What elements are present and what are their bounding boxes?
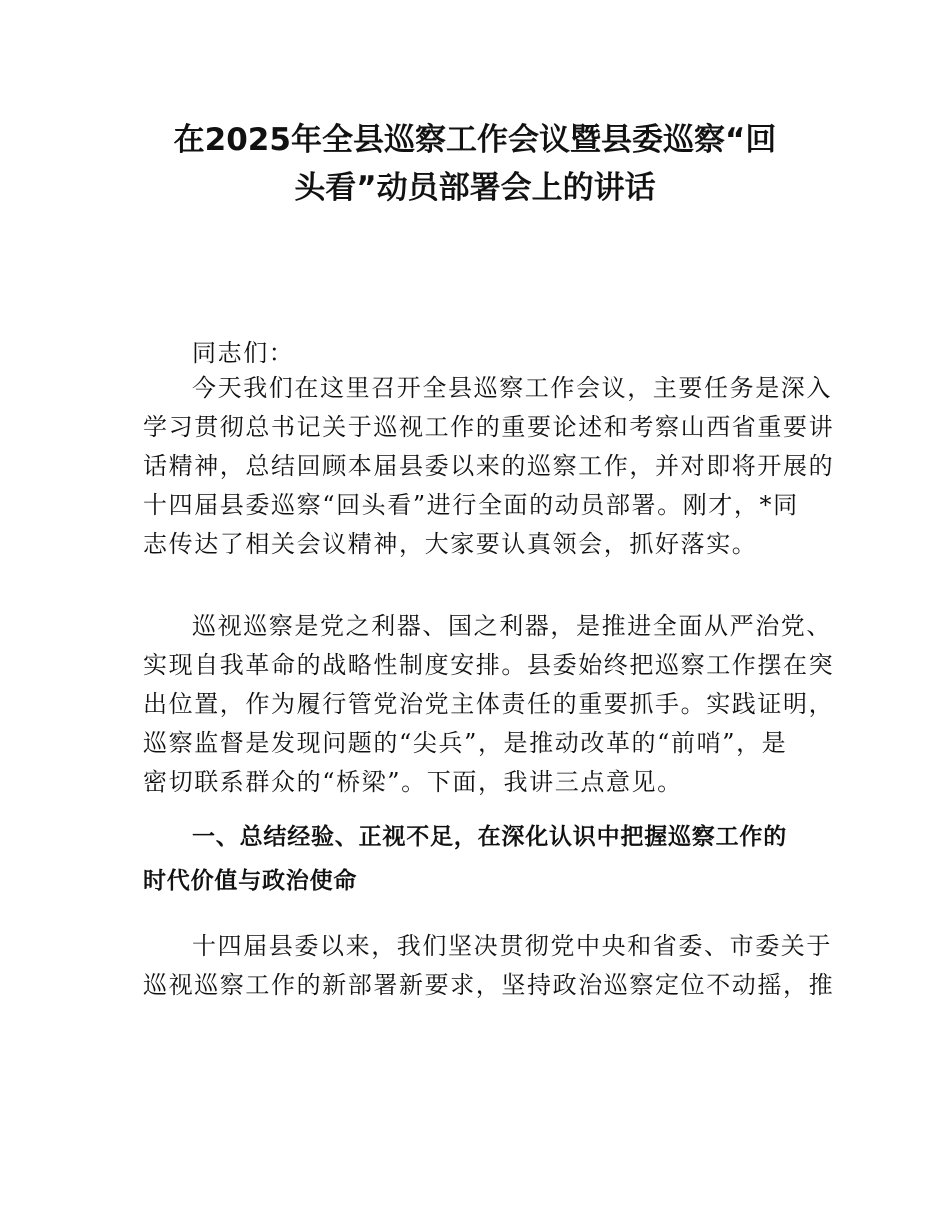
text-line: 十四届县委以来，我们坚决贯彻党中央和省委、市委关于 [192, 932, 832, 960]
text-line: 巡视巡察工作的新部署新要求，坚持政治巡察定位不动摇，推 [143, 971, 835, 999]
text-line: 十四届县委巡察“回头看”进行全面的动员部署。刚才，*同 [143, 491, 799, 519]
text-line: 出位置，作为履行管党治党主体责任的重要抓手。实践证明， [143, 690, 835, 718]
text-line: 话精神，总结回顾本届县委以来的巡察工作，并对即将开展的 [143, 452, 835, 480]
text-line: 志传达了相关会议精神，大家要认真领会，抓好落实。 [143, 530, 758, 558]
heading-line: 时代价值与政治使命 [143, 868, 358, 894]
heading-line: 一、总结经验、正视不足，在深化认识中把握巡察工作的 [192, 824, 787, 850]
title-line: 在2025年全县巡察工作会议暨县委巡察“回 [173, 122, 777, 158]
salutation: 同志们： [192, 339, 295, 367]
text-line: 巡视巡察是党之利器、国之利器，是推进全面从严治党、 [192, 612, 832, 640]
title-line: 头看”动员部署会上的讲话 [294, 170, 656, 206]
text-line: 巡察监督是发现问题的“尖兵”，是推动改革的“前哨”，是 [143, 729, 788, 757]
text-line: 今天我们在这里召开全县巡察工作会议，主要任务是深入 [192, 374, 832, 402]
text-line: 密切联系群众的“桥梁”。下面，我讲三点意见。 [143, 768, 683, 796]
text-line: 实现自我革命的战略性制度安排。县委始终把巡察工作摆在突 [143, 651, 835, 679]
text-line: 学习贯彻总书记关于巡视工作的重要论述和考察山西省重要讲 [143, 413, 835, 441]
